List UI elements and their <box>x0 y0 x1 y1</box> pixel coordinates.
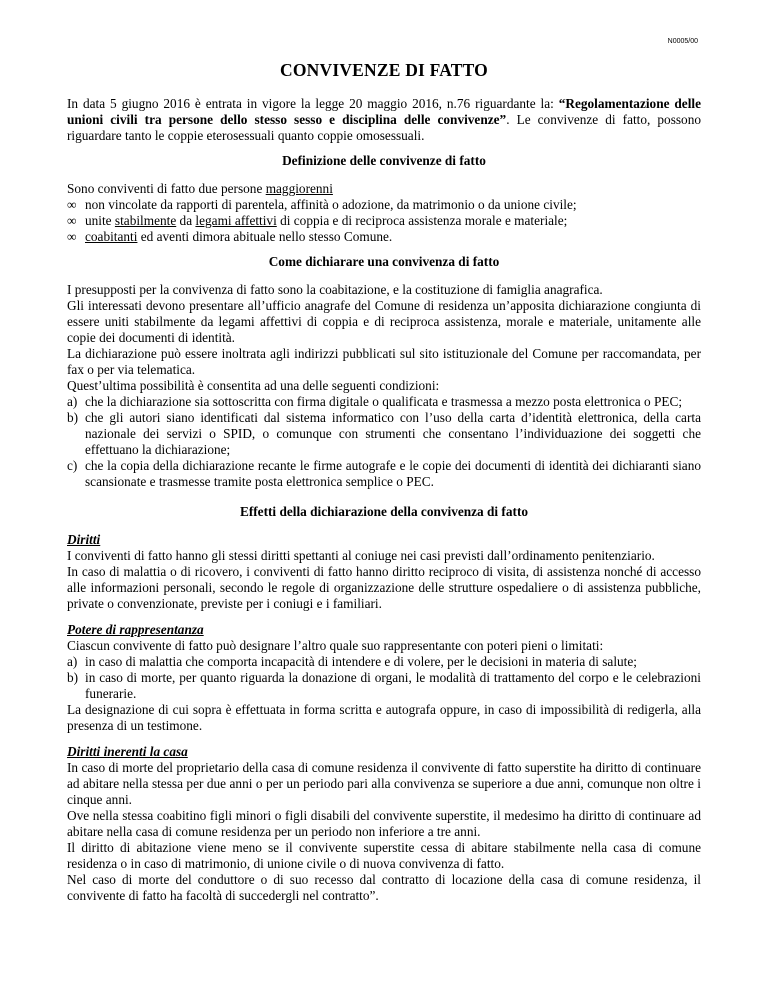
intro-paragraph <box>67 96 701 144</box>
list-item-text: che la copia della dichiarazione recante le firme autografe e le copie dei documenti di identità dei dichiaranti siano scansionate e trasmesse tramite posta elettronica semplice o PEC. <box>85 458 701 489</box>
paragraph: I presupposti per la convivenza di fatto sono la coabitazione, e la costituzione di famiglia anagrafica. <box>67 282 603 297</box>
law-title: “Regolamentazione delle unioni civili tra persone dello stesso sesso e disciplina delle convivenze” <box>67 96 701 127</box>
list-item-text: ed aventi dimora abituale nello stesso Comune. <box>137 229 393 244</box>
infinity-bullet-icon: ∞ <box>67 229 77 244</box>
paragraph: La dichiarazione può essere inoltrata agli indirizzi pubblicati sul sito istituzionale del Comune per raccomandata, per fax o per via telematica. <box>67 346 701 377</box>
underlined-term: stabilmente <box>114 213 177 228</box>
subheading-text: Potere di rappresentanza <box>67 622 204 637</box>
subheading-text: Diritti <box>67 532 101 547</box>
definition-lead <box>67 181 701 197</box>
list-item <box>67 213 701 229</box>
list-marker: c) <box>67 458 78 473</box>
definition-list <box>67 197 701 245</box>
paragraph: Quest’ultima possibilità è consentita ad una delle seguenti condizioni: <box>67 378 440 393</box>
list-item <box>67 670 701 702</box>
list-marker: b) <box>67 670 79 685</box>
intro-text-end: . Le convivenze di fatto, possono riguardare tanto le coppie eterosessuali quanto coppie omosessuali. <box>67 112 701 143</box>
list-item-text: che gli autori siano identificati dal sistema informatico con l’uso della carta d’identità elettronica, della carta nazionale dei servizi o SPID, o comunque con strumenti che consentano l’individuazione dei soggetti che effettuano la dichiarazione; <box>85 410 701 457</box>
list-item <box>67 197 701 213</box>
paragraph: In caso di morte del proprietario della casa di comune residenza il convivente di fatto superstite ha diritto di continuare ad abitare nella stessa per due anni o per un periodo pari alla convivenza se superiore a due anni, comunque non oltre i cinque anni. <box>67 760 701 807</box>
list-marker: a) <box>67 394 78 409</box>
subheading-potere <box>67 622 701 638</box>
list-item <box>67 394 701 410</box>
spacer <box>67 734 701 744</box>
conditions-list <box>67 394 701 490</box>
subheading-diritti <box>67 532 701 548</box>
section-heading-effects: Effetti della dichiarazione della convivenza di fatto <box>239 504 529 519</box>
infinity-bullet-icon: ∞ <box>67 197 77 212</box>
paragraph: Il diritto di abitazione viene meno se il convivente superstite cessa di abitare stabilmente nella casa di comune residenza o in caso di matrimonio, di unione civile o di nuova convivenza di fatto. <box>67 840 701 871</box>
intro-text: In data 5 giugno 2016 è entrata in vigore la legge 20 maggio 2016, n.76 riguardante la: <box>67 96 559 111</box>
page-title: CONVIVENZE DI FATTO <box>280 60 488 80</box>
section-heading-definition: Definizione delle convivenze di fatto <box>282 153 486 168</box>
underlined-term: coabitanti <box>85 229 138 244</box>
representation-list <box>67 654 701 702</box>
list-item <box>67 458 701 490</box>
underlined-term: legami affettivi <box>195 213 277 228</box>
infinity-bullet-icon: ∞ <box>67 213 77 228</box>
list-item-text: che la dichiarazione sia sottoscritta con firma digitale o qualificata e trasmessa a mezzo posta elettronica o PEC; <box>85 394 683 409</box>
list-marker: b) <box>67 410 79 425</box>
paragraph: La designazione di cui sopra è effettuata in forma scritta e autografa oppure, in caso di impossibilità di redigerla, alla presenza di un testimone. <box>67 702 701 733</box>
list-item-text: non vincolate da rapporti di parentela, affinità o adozione, da matrimonio o da unione civile; <box>85 197 577 212</box>
list-marker: a) <box>67 654 78 669</box>
definition-lead-text: Sono conviventi di fatto due persone <box>67 181 266 196</box>
paragraph: I conviventi di fatto hanno gli stessi diritti spettanti al coniuge nei casi previsti dall’ordinamento penitenziario. <box>67 548 655 563</box>
list-item <box>67 654 701 670</box>
list-item-text: di coppia e di reciproca assistenza morale e materiale; <box>276 213 568 228</box>
paragraph: Ciascun convivente di fatto può designare l’altro quale suo rappresentante con poteri pieni o limitati: <box>67 638 604 653</box>
subheading-casa <box>67 744 701 760</box>
section-heading-declaration: Come dichiarare una convivenza di fatto <box>268 254 500 269</box>
paragraph: Ove nella stessa coabitino figli minori o figli disabili del convivente superstite, il medesimo ha diritto di continuare ad abitare nella casa di comune residenza per un periodo non inferiore a tre anni. <box>67 808 701 839</box>
paragraph: In caso di malattia o di ricovero, i conviventi di fatto hanno diritto reciproco di visita, di assistenza nonché di accesso alle informazioni personali, secondo le regole di organizzazione delle strutture ospedaliere o di assistenza pubbliche, private o convenzionate, previste per i coniugi e i familiari. <box>67 564 701 611</box>
list-item-text: in caso di malattia che comporta incapacità di intendere e di volere, per le decisioni in materia di salute; <box>85 654 637 669</box>
list-item-text: da <box>176 213 196 228</box>
document-code: N0005/00 <box>667 38 698 45</box>
paragraph: Nel caso di morte del conduttore o di suo recesso dal contratto di locazione della casa di comune residenza, il convivente di fatto ha facoltà di succedergli nel contratto”. <box>67 872 701 903</box>
list-item-text: in caso di morte, per quanto riguarda la donazione di organi, le modalità di trattamento del corpo e le celebrazioni funerarie. <box>85 670 701 701</box>
document-body <box>67 96 701 904</box>
subheading-text: Diritti inerenti la casa <box>67 744 188 759</box>
list-item <box>67 229 701 245</box>
list-item-text: unite <box>85 213 115 228</box>
list-item <box>67 410 701 458</box>
paragraph: Gli interessati devono presentare all’ufficio anagrafe del Comune di residenza un’apposita dichiarazione congiunta di essere uniti stabilmente da legami affettivi di coppia e di reciproca assistenza, morale e materiale, unitamente alle copie dei documenti di identità. <box>67 298 701 345</box>
underlined-term: maggiorenni <box>265 181 333 196</box>
spacer <box>67 612 701 622</box>
